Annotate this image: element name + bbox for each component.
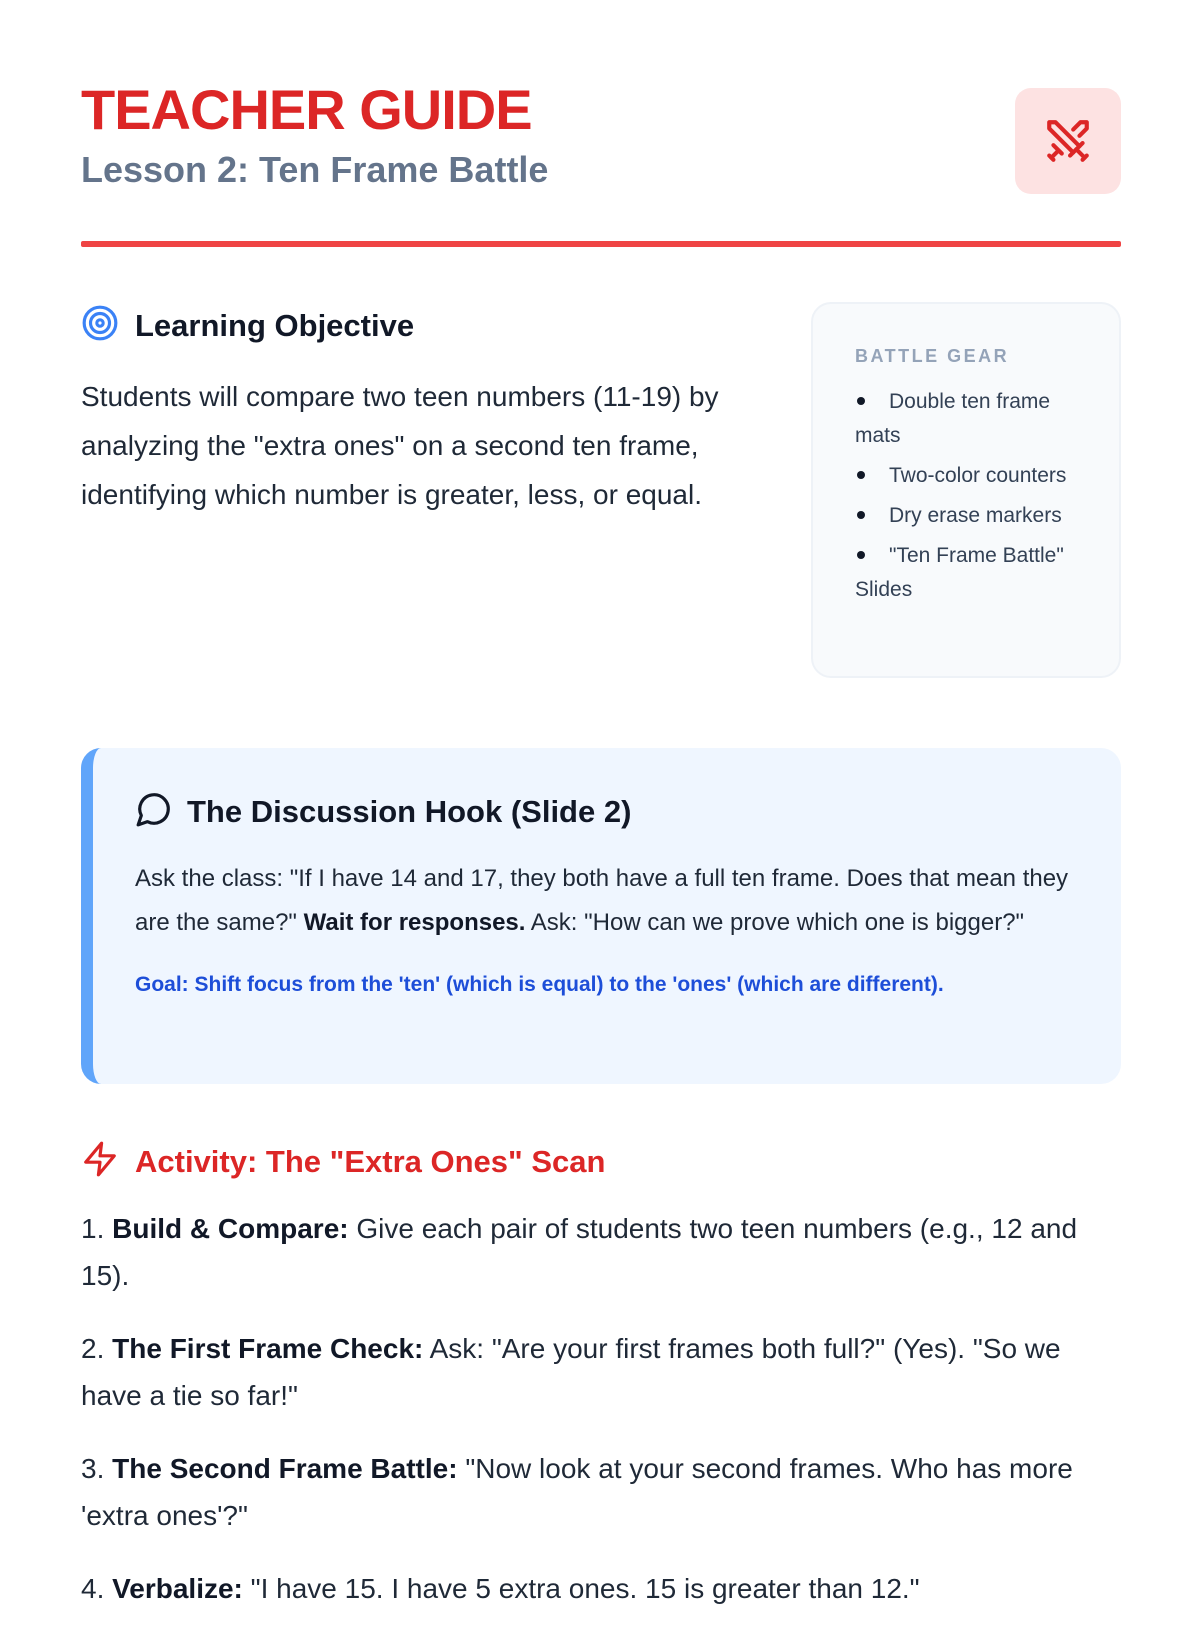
lesson-subtitle: Lesson 2: Ten Frame Battle <box>81 149 549 190</box>
activity-step: 2. The First Frame Check: Ask: "Are your first frames both full?" (Yes). "So we have a tie so far!" <box>81 1333 1061 1411</box>
list-item: "Ten Frame Battle" Slides <box>855 544 1064 601</box>
page-title: TEACHER GUIDE <box>81 78 532 141</box>
hook-emphasis: Wait for responses. <box>303 909 526 936</box>
list-item: Dry erase markers <box>855 499 1093 533</box>
discussion-hook-card <box>81 748 1121 1084</box>
battle-gear-list <box>855 385 1093 607</box>
objective-heading-row <box>81 304 414 347</box>
list-item: Two-color counters <box>855 459 1093 493</box>
objective-text: Students will compare two teen numbers (11-19) by analyzing the "extra ones" on a second ten frame, identifying which number is greater, less, or equal. <box>81 381 719 510</box>
hook-goal: Goal: Shift focus from the 'ten' (which is equal) to the 'ones' (which are different). <box>135 973 944 996</box>
lightning-icon <box>81 1140 119 1183</box>
list-item: Double ten frame mats <box>855 390 1051 447</box>
hook-heading: The Discussion Hook (Slide 2) <box>187 793 632 829</box>
activity-step: 3. The Second Frame Battle: "Now look at your second frames. Who has more 'extra ones'?" <box>81 1453 1073 1531</box>
activity-step: 1. Build & Compare: Give each pair of students two teen numbers (e.g., 12 and 15). <box>81 1213 1078 1291</box>
crossed-swords-icon <box>1015 88 1121 194</box>
bullet-icon <box>857 551 865 559</box>
target-icon <box>81 304 119 347</box>
activity-heading: Activity: The "Extra Ones" Scan <box>135 1143 606 1179</box>
hook-heading-row <box>135 790 1081 833</box>
objective-heading: Learning Objective <box>135 307 415 343</box>
bullet-icon <box>857 471 865 479</box>
bullet-icon <box>857 511 865 519</box>
activity-step: 4. Verbalize: "I have 15. I have 5 extra ones. 15 is greater than 12." <box>81 1573 920 1604</box>
bullet-icon <box>857 397 865 405</box>
battle-gear-title: BATTLE GEAR <box>855 346 1010 366</box>
hook-text: Ask the class: "If I have 14 and 17, they both have a full ten frame. Does that mean they are the same?" Wait for responses. Ask: "How can we prove which one is bigger?" <box>135 865 1069 936</box>
activity-steps <box>81 1205 1121 1638</box>
header-divider <box>81 241 1121 247</box>
header <box>81 78 1121 190</box>
speech-bubble-icon <box>135 790 173 833</box>
activity-heading-row <box>81 1140 605 1183</box>
battle-gear-panel <box>811 302 1121 678</box>
